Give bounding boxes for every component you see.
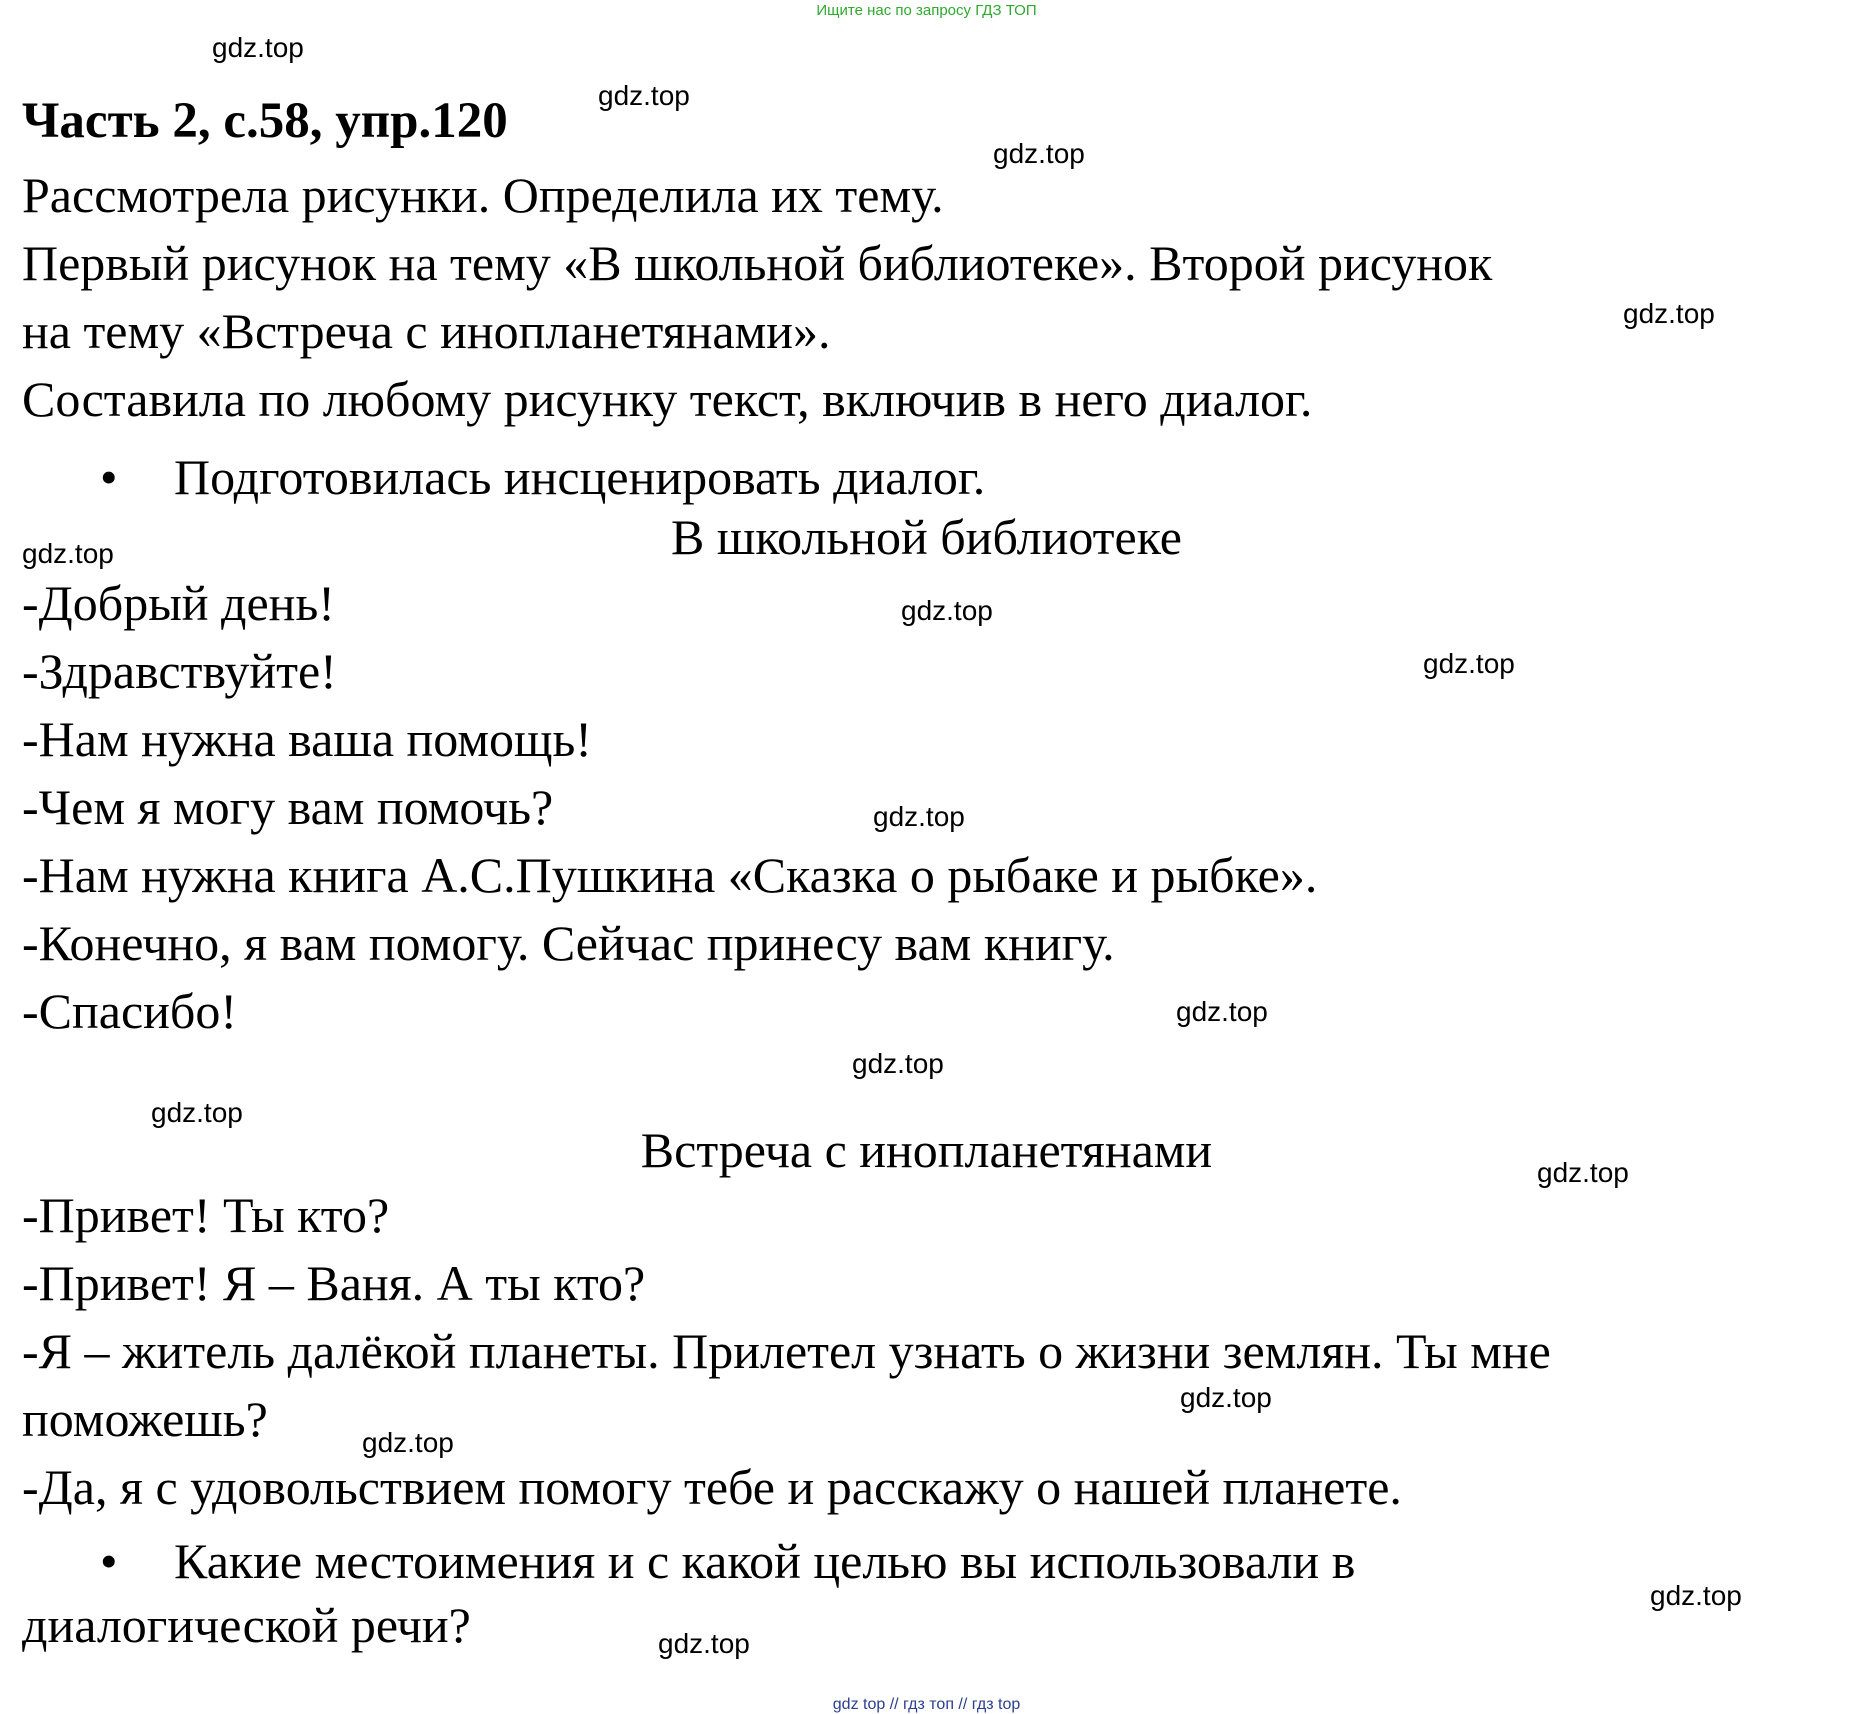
watermark: gdz.top (1623, 298, 1715, 329)
page-title: Часть 2, с.58, упр.120 (22, 93, 508, 149)
watermark: gdz.top (852, 1048, 944, 1079)
watermark: gdz.top (212, 32, 304, 63)
dialog-title: Встреча с инопланетянами (640, 1122, 1213, 1178)
dialog-line: -Конечно, я вам помогу. Сейчас принесу вам книгу. (22, 915, 1115, 971)
bullet-marker: • (100, 449, 118, 505)
watermark: gdz.top (362, 1427, 454, 1458)
intro-line: на тему «Встреча с инопланетянами». (22, 303, 831, 359)
intro-line: Составила по любому рисунку текст, включив в него диалог. (22, 371, 1313, 427)
watermark: gdz.top (901, 595, 993, 626)
footer-links: gdz top // гдз топ // гдз top (832, 1696, 1021, 1713)
top-banner: Ищите нас по запросу ГДЗ ТОП (816, 2, 1037, 19)
intro-line: Рассмотрела рисунки. Определила их тему. (22, 167, 944, 223)
dialog-title: В школьной библиотеке (671, 509, 1182, 565)
dialog-line: -Да, я с удовольствием помогу тебе и расскажу о нашей планете. (22, 1459, 1402, 1515)
bullet-marker: • (100, 1533, 118, 1589)
bullet-text: Подготовилась инсценировать диалог. (174, 449, 986, 505)
watermark: gdz.top (1180, 1382, 1272, 1413)
watermark: gdz.top (1176, 996, 1268, 1027)
watermark: gdz.top (658, 1628, 750, 1659)
watermark: gdz.top (993, 138, 1085, 169)
dialog-line: -Добрый день! (22, 575, 335, 631)
dialog-line: -Привет! Я – Ваня. А ты кто? (22, 1255, 646, 1311)
watermark: gdz.top (873, 801, 965, 832)
dialog-line: -Нам нужна ваша помощь! (22, 711, 592, 767)
dialog-line: -Нам нужна книга А.С.Пушкина «Сказка о рыбаке и рыбке». (22, 847, 1318, 903)
watermark: gdz.top (1423, 648, 1515, 679)
dialog-line: -Привет! Ты кто? (22, 1187, 390, 1243)
watermark: gdz.top (598, 80, 690, 111)
dialog-line: -Здравствуйте! (22, 643, 337, 699)
bullet-text: Какие местоимения и с какой целью вы использовали в (174, 1533, 1356, 1589)
intro-line: Первый рисунок на тему «В школьной библиотеке». Второй рисунок (22, 235, 1493, 291)
dialog-line: -Я – житель далёкой планеты. Прилетел узнать о жизни землян. Ты мне (22, 1323, 1551, 1379)
dialog-line: -Спасибо! (22, 983, 237, 1039)
dialog-line: поможешь? (22, 1391, 268, 1447)
watermark: gdz.top (1650, 1580, 1742, 1611)
watermark: gdz.top (22, 538, 114, 569)
bullet-text: диалогической речи? (22, 1597, 471, 1653)
dialog-line: -Чем я могу вам помочь? (22, 779, 554, 835)
watermark: gdz.top (1537, 1157, 1629, 1188)
watermark: gdz.top (151, 1097, 243, 1128)
